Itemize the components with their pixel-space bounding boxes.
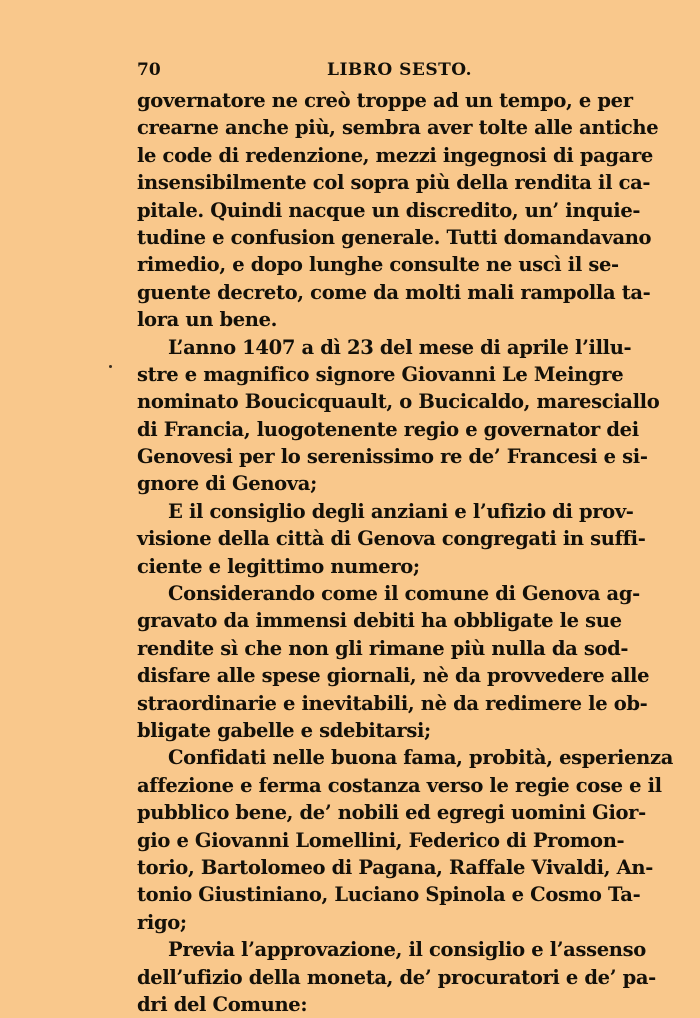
text-line: gio e Giovanni Lomellini, Federico di Promon- <box>137 828 625 852</box>
text-line: tudine e confusion generale. Tutti domandavano <box>137 225 652 249</box>
text-line: pubblico bene, de’ nobili ed egregi uomini Gior- <box>137 801 646 825</box>
paragraph-start-line: Considerando come il comune di Genova ag- <box>168 582 640 606</box>
page-number: 70 <box>137 60 161 80</box>
book-section-title: LIBRO SESTO. <box>327 60 473 80</box>
text-line: tonio Giustiniano, Luciano Spinola e Cosmo Ta- <box>137 883 641 907</box>
text-line: guente decreto, come da molti mali rampolla ta- <box>137 280 651 304</box>
text-line: rendite sì che non gli rimane più nulla da sod- <box>137 636 629 660</box>
text-line: le code di redenzione, mezzi ingegnosi di pagare <box>137 143 653 167</box>
text-line: governatore ne creò troppe ad un tempo, e per <box>137 89 633 112</box>
text-line: torio, Bartolomeo di Pagana, Raffale Vivaldi, An- <box>137 855 653 879</box>
paragraph-start-line: E il consiglio degli anziani e l’ufizio di prov- <box>168 499 634 523</box>
text-line: Genovesi per lo serenissimo re de’ Francesi e si- <box>137 445 648 469</box>
text-line: nominato Boucicquault, o Bucicaldo, maresciallo <box>137 390 660 414</box>
text-line: di Francia, luogotenente regio e governator dei <box>137 417 639 441</box>
text-line: gravato da immensi debiti ha obbligate le sue <box>137 609 622 633</box>
text-line: insensibilmente col sopra più della rendita il ca- <box>137 171 651 195</box>
text-line: crearne anche più, sembra aver tolte alle antiche <box>137 116 659 140</box>
text-line: ciente e legittimo numero; <box>137 554 420 578</box>
running-head <box>137 60 657 84</box>
text-line: bligate gabelle e sdebitarsi; <box>137 718 431 742</box>
text-line: rigo; <box>137 910 187 934</box>
margin-speck <box>109 365 112 368</box>
text-line: affezione e ferma costanza verso le regie cose e il <box>137 773 662 797</box>
text-line: straordinarie e inevitabili, nè da redimere le ob- <box>137 691 648 715</box>
text-line: stre e magnifico signore Giovanni Le Meingre <box>137 362 624 386</box>
body-text <box>137 87 673 1018</box>
paragraph-start-line: Confidati nelle buona fama, probità, esperienza <box>168 746 673 770</box>
text-line: visione della città di Genova congregati in suffi- <box>137 527 646 551</box>
text-line: dri del Comune: <box>137 992 308 1016</box>
text-line: rimedio, e dopo lunghe consulte ne uscì il se- <box>137 253 619 277</box>
text-line: gnore di Genova; <box>137 472 317 496</box>
paragraph-start-line: L’anno 1407 a dì 23 del mese di aprile l’illu- <box>168 335 632 359</box>
text-line: dell’ufizio della moneta, de’ procuratori e de’ pa- <box>137 965 656 989</box>
paragraph-start-line: Previa l’approvazione, il consiglio e l’assenso <box>168 938 646 962</box>
text-line: pitale. Quindi nacque un discredito, un’ inquie- <box>137 198 641 222</box>
text-line: disfare alle spese giornali, nè da provvedere alle <box>137 664 650 688</box>
text-line: lora un bene. <box>137 308 278 332</box>
